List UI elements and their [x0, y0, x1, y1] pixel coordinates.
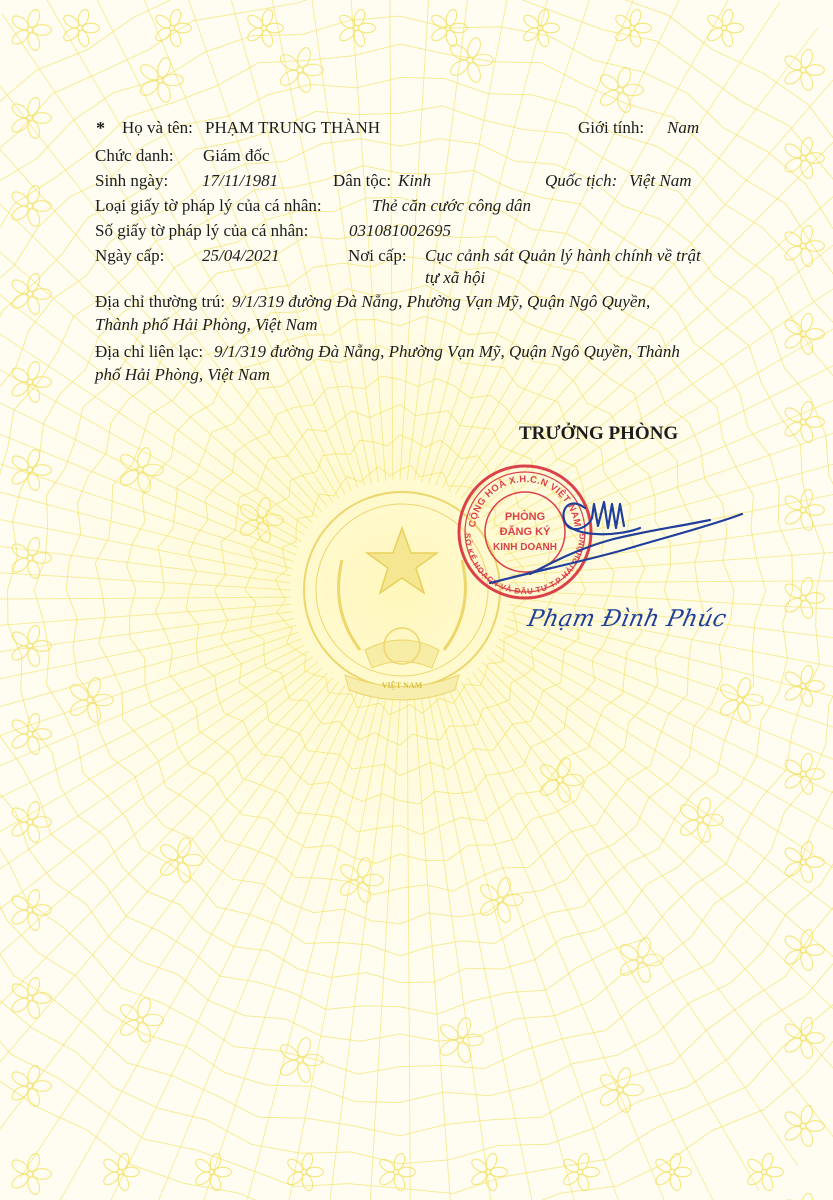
title-label: Chức danh:	[95, 146, 174, 165]
permanent-address-line1: 9/1/319 đường Đà Nẵng, Phường Vạn Mỹ, Quận Ngô Quyền,	[232, 292, 651, 311]
nationality-label: Quốc tịch:	[545, 171, 618, 190]
stamp-center-line2: ĐĂNG KÝ	[499, 526, 551, 538]
stamp-outer-top: CỘNG HOÀ X.H.C.N VIỆT NAM	[467, 473, 583, 529]
permanent-address-label: Địa chỉ thường trú:	[95, 292, 226, 311]
signer-name: Phạm Đình Phúc	[525, 606, 729, 632]
gender-value: Nam	[667, 118, 700, 137]
stamp-outer-bottom: SỞ KẾ HOẠCH VÀ ĐẦU TƯ T.P HẢI PHÒNG	[462, 532, 588, 597]
nationality-value: Việt Nam	[629, 171, 692, 190]
name-value: PHẠM TRUNG THÀNH	[205, 118, 381, 137]
title-value: Giám đốc	[203, 146, 270, 165]
contact-address-line1: 9/1/319 đường Đà Nẵng, Phường Vạn Mỹ, Quận Ngô Quyền, Thành	[214, 342, 680, 361]
emblem-ribbon-text: VIỆT NAM	[381, 681, 423, 690]
bullet-marker: *	[96, 118, 105, 138]
issue-place-line2: tự xã hội	[425, 268, 486, 287]
issue-date-value: 25/04/2021	[202, 246, 280, 265]
dob-label: Sinh ngày:	[95, 171, 169, 190]
id-type-value: Thẻ căn cước công dân	[372, 196, 532, 215]
issue-date-label: Ngày cấp:	[95, 246, 165, 265]
id-type-label: Loại giấy tờ pháp lý của cá nhân:	[95, 196, 322, 215]
position-title: TRƯỞNG PHÒNG	[519, 423, 679, 444]
issue-place-label: Nơi cấp:	[348, 246, 407, 265]
ethnicity-value: Kinh	[398, 171, 432, 190]
ethnicity-label: Dân tộc:	[333, 171, 392, 190]
permanent-address-line2: Thành phố Hải Phòng, Việt Nam	[95, 315, 318, 334]
stamp-center-line1: PHÒNG	[504, 511, 546, 523]
contact-address-line2: phố Hải Phòng, Việt Nam	[95, 365, 270, 384]
handwritten-signature	[470, 478, 750, 598]
stamp-center-line3: KINH DOANH	[493, 542, 557, 553]
dob-value: 17/11/1981	[202, 171, 279, 190]
id-number-value: 031081002695	[349, 221, 451, 240]
contact-address-label: Địa chỉ liên lạc:	[95, 342, 204, 361]
issue-place-line1: Cục cảnh sát Quản lý hành chính về trật	[425, 246, 701, 265]
id-number-label: Số giấy tờ pháp lý của cá nhân:	[95, 221, 309, 240]
gender-label: Giới tính:	[578, 118, 645, 137]
name-label: Họ và tên:	[122, 118, 193, 137]
